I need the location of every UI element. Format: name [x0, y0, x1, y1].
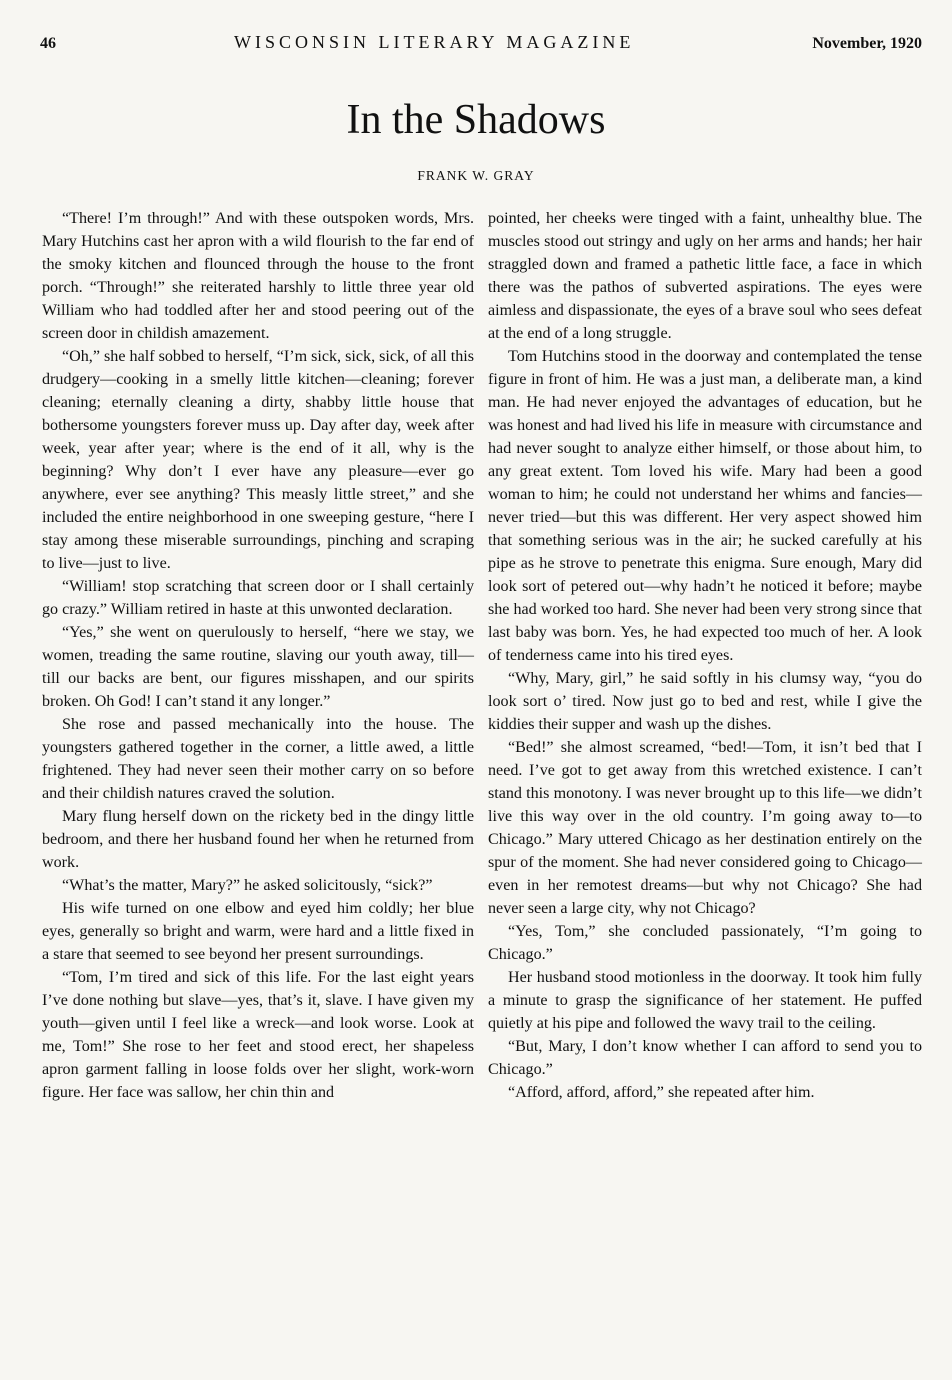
issue-date: November, 1920: [812, 35, 922, 52]
paragraph: “William! stop scratching that screen door or I shall certainly go crazy.” William retired in haste at this unwonted declaration.: [42, 578, 474, 618]
paragraph: “What’s the matter, Mary?” he asked solicitously, “sick?”: [62, 877, 433, 894]
page-number: 46: [40, 35, 56, 52]
paragraph: “Yes,” she went on querulously to herself, “here we stay, we women, treading the same routine, slaving our youth away, till—till our backs are bent, our figures misshapen, and our spirits broken. Oh God! I can’t stand it any longer.”: [42, 624, 474, 710]
paragraph-continued: pointed, her cheeks were tinged with a faint, unhealthy blue. The muscles stood out stringy and ugly on her arms and hands; her hair straggled down and framed a pathetic little face, a face in which there was the pathos of subverted aspirations. The eyes were aimless and dispassionate, the eyes of a brave soul who sees defeat at the end of a long struggle.: [488, 210, 922, 342]
paragraph: “Tom, I’m tired and sick of this life. For the last eight years I’ve done nothing but slave—yes, that’s it, slave. I have given my youth—given until I feel like a wreck—and look worse. Look at me, Tom!” She rose to her feet and stood erect, her shapeless apron garment falling in loose folds over her slight, work-worn figure. Her face was sallow, her chin thin and: [42, 969, 474, 1101]
page-header: [40, 32, 922, 56]
paragraph: “Oh,” she half sobbed to herself, “I’m sick, sick, sick, of all this drudgery—cooking in a smelly little kitchen—cleaning; forever cleaning; eternally cleaning a dirty, shabby little house that bothersome youngsters forever muss up. Day after day, week after week, year after year; where is the end of it all, why is the beginning? Why don’t I ever have any pleasure—ever go anywhere, ever see anything? This measly little street,” and she included the entire neighborhood in one sweeping gesture, “here I stay among these miserable surroundings, pinching and scraping to live—just to live.: [42, 348, 474, 572]
paragraph: She rose and passed mechanically into the house. The youngsters gathered together in the corner, a little awed, a little frightened. They had never seen their mother carry on so before and their childish natures craved the solution.: [42, 716, 474, 802]
paragraph: “Why, Mary, girl,” he said softly in his clumsy way, “you do look sort o’ tired. Now just go to bed and rest, while I give the kiddies their supper and wash up the dishes.: [488, 670, 922, 733]
article-author: FRANK W. GRAY: [417, 168, 535, 183]
right-column: [488, 207, 922, 1104]
paragraph: “There! I’m through!” And with these outspoken words, Mrs. Mary Hutchins cast her apron with a wild flourish to the far end of the smoky kitchen and flounced through the house to the front porch. “Through!” she reiterated harshly to little three year old William who had toddled after her and stood peering out of the screen door in childish amazement.: [42, 210, 474, 342]
paragraph: Mary flung herself down on the rickety bed in the dingy little bedroom, and there her husband found her when he returned from work.: [42, 808, 474, 871]
paragraph: “Bed!” she almost screamed, “bed!—Tom, it isn’t bed that I need. I’ve got to get away from this wretched existence. I can’t stand this monotony. I was never brought up to this life—we didn’t live this way over in the old country. I’m going away to—to Chicago.” Mary uttered Chicago as her destination entirely on the spur of the moment. She had never considered going to Chicago—even in her remotest dreams—but why not Chicago? She had never seen a large city, why not Chicago?: [488, 739, 922, 917]
paragraph: Her husband stood motionless in the doorway. It took him fully a minute to grasp the significance of her statement. He puffed quietly at his pipe and followed the wavy trail to the ceiling.: [488, 969, 922, 1032]
left-column: [42, 207, 474, 1104]
paragraph: “Yes, Tom,” she concluded passionately, “I’m going to Chicago.”: [488, 923, 922, 963]
article-title: In the Shadows: [346, 97, 606, 143]
magazine-title: WISCONSIN LITERARY MAGAZINE: [234, 32, 635, 52]
paragraph: His wife turned on one elbow and eyed him coldly; her blue eyes, generally so bright and warm, were hard and a little fixed in a stare that seemed to see beyond her present surroundings.: [42, 900, 474, 963]
paragraph: “Afford, afford, afford,” she repeated after him.: [508, 1084, 815, 1101]
paragraph: Tom Hutchins stood in the doorway and contemplated the tense figure in front of him. He was a just man, a deliberate man, a kind man. He had never enjoyed the advantages of education, but he was honest and had lived his life in measure with circumstance and had never sought to analyze either himself, or those about him, to any great extent. Tom loved his wife. Mary had been a good woman to him; he could not understand her whims and fancies—never tried—but this was different. Her very aspect showed him that something serious was in the air; he sucked carefully at his pipe as he strove to penetrate this enigma. Sure enough, Mary did look sort of petered out—why hadn’t he noticed it before; maybe she had worked too hard. She never had been very strong since that last baby was born. Yes, he had expected too much of her. A look of tenderness came into his tired eyes.: [488, 348, 922, 664]
paragraph: “But, Mary, I don’t know whether I can afford to send you to Chicago.”: [488, 1038, 922, 1078]
